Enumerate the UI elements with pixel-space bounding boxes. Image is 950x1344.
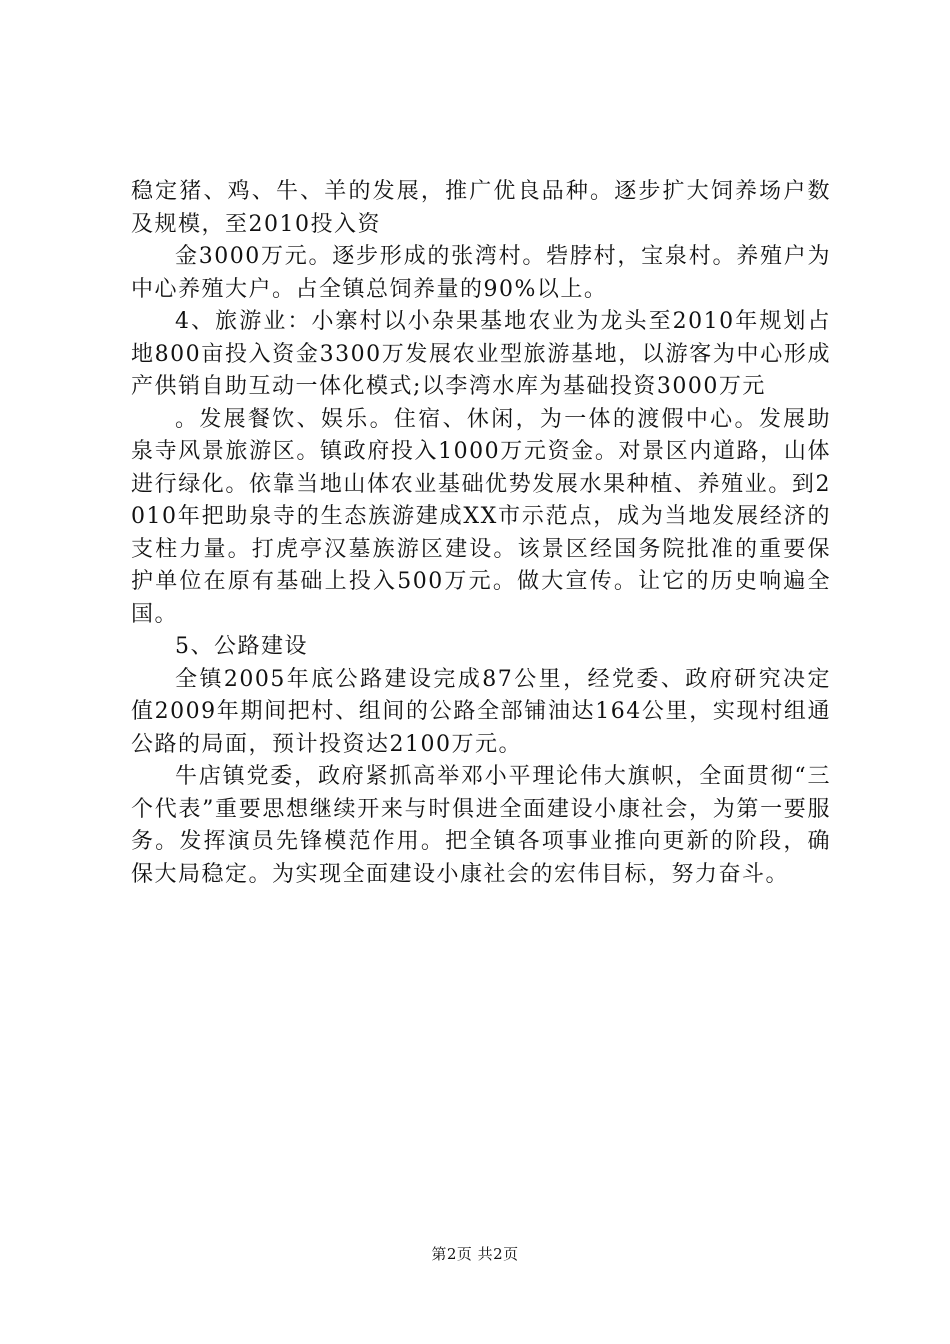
section-heading-road-construction: 5、公路建设 (175, 634, 308, 659)
document-body (131, 176, 831, 891)
paragraph-conclusion: 牛店镇党委，政府紧抓高举邓小平理论伟大旗帜，全面贯彻“三个代表”重要思想继续开来与时俱进全面建设小康社会，为第一要服务。发挥演员先锋模范作用。把全镇各项事业推向更新的阶段，确保大局稳定。为实现全面建设小康社会的宏伟目标，努力奋斗。 (131, 764, 831, 887)
paragraph-tourism: 4、旅游业：小寨村以小杂果基地农业为龙头至2010年规划占地800亩投入资金3300万发展农业型旅游基地，以游客为中心形成产供销自助互动一体化模式;以李湾水库为基础投资3000万元 (131, 309, 831, 399)
page-number-footer: 第2页 共2页 (431, 1245, 519, 1263)
paragraph-road-construction: 全镇2005年底公路建设完成87公里，经党委、政府研究决定值2009年期间把村、组间的公路全部铺油达164公里，实现村组通公路的局面，预计投资达2100万元。 (131, 666, 831, 757)
paragraph-tourism-resort: 。发展餐饮、娱乐。住宿、休闲，为一体的渡假中心。发展助泉寺风景旅游区。镇政府投入1000万元资金。对景区内道路，山体进行绿化。依靠当地山体农业基础优势发展水果种植、养殖业。到2010年把助泉寺的生态族游建成XX市示范点，成为当地发展经济的支柱力量。打虎亭汉墓族游区建设。该景区经国务院批准的重要保护单位在原有基础上投入500万元。做大宣传。让它的历史响遍全国。 (131, 406, 831, 627)
paragraph-livestock: 稳定猪、鸡、牛、羊的发展，推广优良品种。逐步扩大饲养场户数及规模，至2010投入资 (131, 179, 831, 237)
paragraph-livestock-investment: 金3000万元。逐步形成的张湾村。砦脖村，宝泉村。养殖户为中心养殖大户。占全镇总饲养量的90%以上。 (131, 244, 831, 302)
